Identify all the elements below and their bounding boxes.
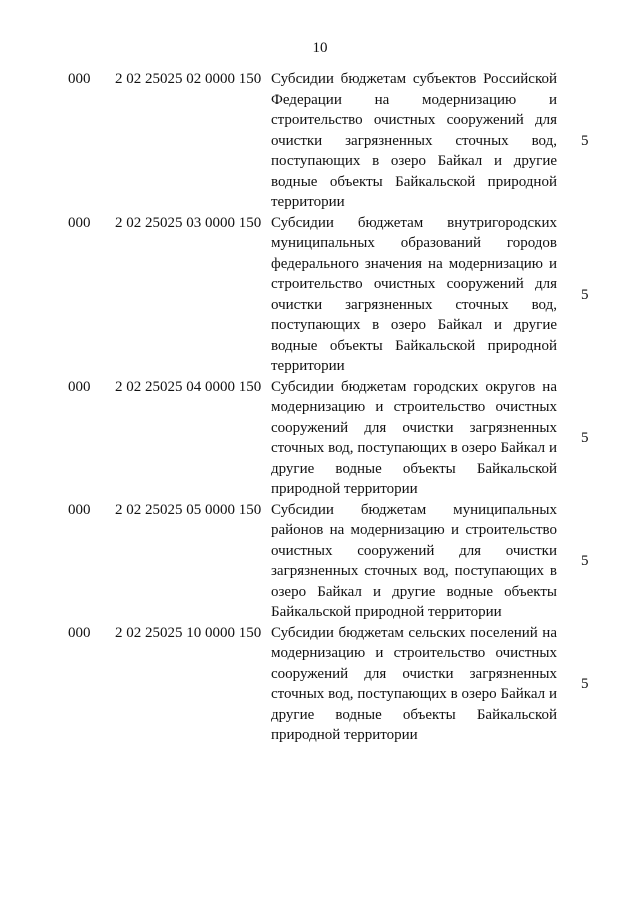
budget-classification-code: 2 02 25025 04 0000 150 [115, 378, 262, 395]
income-description: Субсидии бюджетам сельских поселений на модернизацию и строительство очистных сооружений для очистки загрязненных сточных вод, поступающих в озеро Байкал и другие водные объекты Байкальской природной территории [271, 624, 557, 743]
row-value: 5 [581, 553, 589, 569]
table-row [0, 213, 640, 377]
table-row [0, 500, 640, 623]
row-value: 5 [581, 286, 589, 303]
admin-code: 000 [68, 378, 91, 395]
budget-classification-code: 2 02 25025 10 0000 150 [115, 624, 262, 641]
table-row [0, 69, 640, 213]
row-value: 5 [581, 430, 589, 446]
budget-classification-code: 2 02 25025 03 0000 150 [115, 214, 262, 231]
income-description: Субсидии бюджетам городских округов на модернизацию и строительство очистных сооружений для очистки загрязненных сточных вод, поступающих в озеро Байкал и другие водные объекты Байкальской природной территории [271, 378, 557, 497]
income-description: Субсидии бюджетам субъектов Российской Федерации на модернизацию и строительство очистных сооружений для очистки загрязненных сточных вод, поступающих в озеро Байкал и другие водные объекты Байкальской природной территории [271, 71, 557, 210]
admin-code: 000 [68, 501, 91, 518]
budget-classification-code: 2 02 25025 05 0000 150 [115, 501, 262, 518]
income-description: Субсидии бюджетам внутригородских муниципальных образований городов федерального значения на модернизацию и строительство очистных сооружений для очистки загрязненных сточных вод, поступающих в озеро Байкал и другие водные объекты Байкальской природной территории [271, 214, 557, 374]
income-description: Субсидии бюджетам муниципальных районов на модернизацию и строительство очистных сооружений для очистки загрязненных сточных вод, поступающих в озеро Байкал и другие водные объекты Байкальской природной территории [271, 501, 557, 620]
row-value: 5 [581, 676, 589, 692]
admin-code: 000 [68, 624, 91, 641]
admin-code: 000 [68, 71, 91, 87]
budget-classification-code: 2 02 25025 02 0000 150 [115, 71, 262, 87]
table-row [0, 377, 640, 500]
budget-code-table [0, 69, 640, 746]
page-number: 10 [312, 40, 328, 56]
admin-code: 000 [68, 214, 91, 231]
table-row [0, 623, 640, 746]
row-value: 5 [581, 132, 589, 149]
